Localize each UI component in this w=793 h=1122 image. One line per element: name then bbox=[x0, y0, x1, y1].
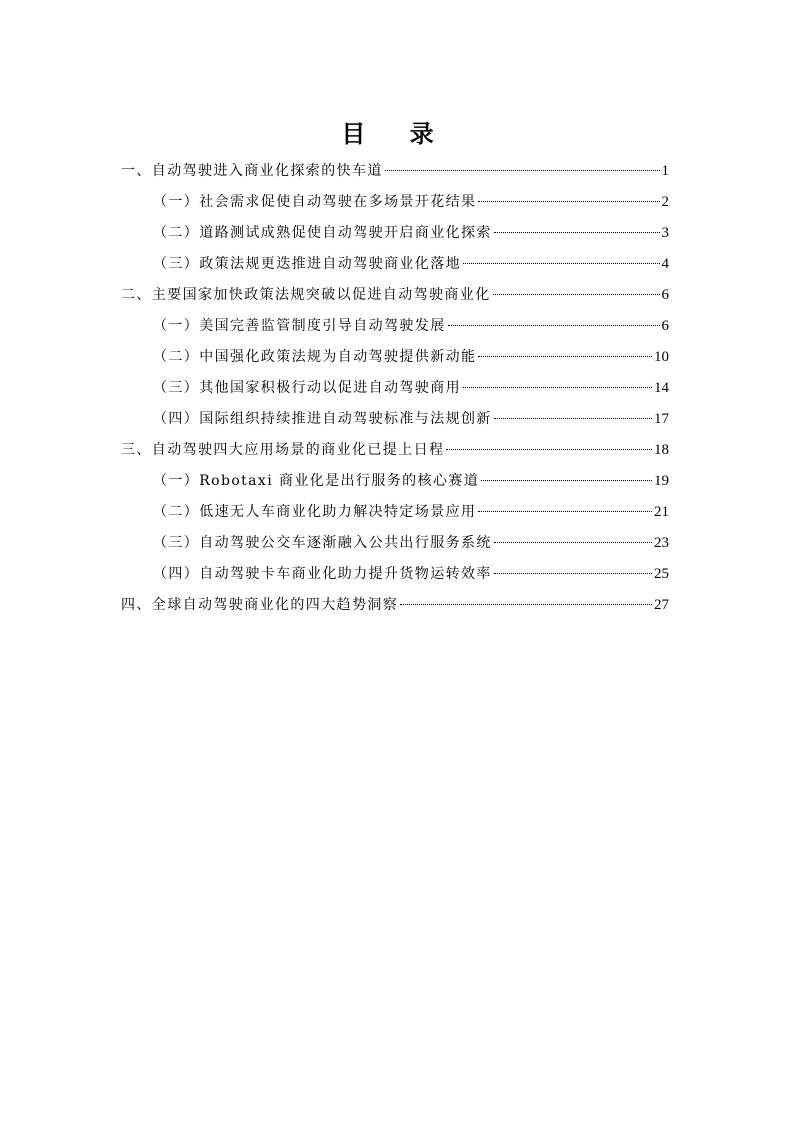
toc-dot-leader bbox=[494, 418, 652, 419]
toc-entry-page: 2 bbox=[661, 194, 669, 210]
toc-entry-label: （二）道路测试成熟促使自动驾驶开启商业化探索 bbox=[153, 225, 492, 241]
toc-entry-label: 三、自动驾驶四大应用场景的商业化已提上日程 bbox=[121, 442, 445, 458]
toc-entry-page: 23 bbox=[654, 535, 669, 551]
toc-dot-leader bbox=[494, 573, 652, 574]
toc-entry[interactable] bbox=[121, 159, 669, 183]
toc-entry[interactable] bbox=[153, 345, 669, 369]
toc-entry[interactable] bbox=[121, 438, 669, 462]
toc-dot-leader bbox=[481, 480, 652, 481]
toc-entry[interactable] bbox=[153, 469, 669, 493]
toc-entry-label: （一）Robotaxi 商业化是出行服务的核心赛道 bbox=[153, 473, 480, 489]
toc-entry-label: （四）国际组织持续推进自动驾驶标准与法规创新 bbox=[153, 411, 492, 427]
toc-entry-page: 6 bbox=[661, 318, 669, 334]
toc-entry-page: 4 bbox=[661, 256, 669, 272]
toc-dot-leader bbox=[478, 356, 652, 357]
toc-entry[interactable] bbox=[153, 500, 669, 524]
toc-entry[interactable] bbox=[153, 531, 669, 555]
toc-entry-page: 27 bbox=[654, 597, 669, 613]
toc-entry[interactable] bbox=[121, 283, 669, 307]
toc-dot-leader bbox=[478, 201, 659, 202]
toc-dot-leader bbox=[448, 325, 660, 326]
toc-entry[interactable] bbox=[153, 252, 669, 276]
toc-dot-leader bbox=[463, 387, 652, 388]
toc-dot-leader bbox=[478, 511, 652, 512]
toc-dot-leader bbox=[463, 263, 660, 264]
toc-entry[interactable] bbox=[153, 562, 669, 586]
toc-entry[interactable] bbox=[153, 314, 669, 338]
toc-entry[interactable] bbox=[153, 190, 669, 214]
toc-entry[interactable] bbox=[121, 593, 669, 617]
toc-dot-leader bbox=[493, 294, 660, 295]
toc-entry-page: 14 bbox=[654, 380, 669, 396]
toc-dot-leader bbox=[400, 604, 652, 605]
toc-entry-label: （三）其他国家积极行动以促进自动驾驶商用 bbox=[153, 380, 461, 396]
toc-entry-label: 二、主要国家加快政策法规突破以促进自动驾驶商业化 bbox=[121, 287, 491, 303]
toc-entry-page: 21 bbox=[654, 504, 669, 520]
toc-entry[interactable] bbox=[153, 221, 669, 245]
toc-entry-label: （三）自动驾驶公交车逐渐融入公共出行服务系统 bbox=[153, 535, 492, 551]
toc-entry-page: 17 bbox=[654, 411, 669, 427]
toc-entry-label: （四）自动驾驶卡车商业化助力提升货物运转效率 bbox=[153, 566, 492, 582]
toc-entry-label: 四、全球自动驾驶商业化的四大趋势洞察 bbox=[121, 597, 399, 613]
toc-title: 目 录 bbox=[341, 120, 452, 148]
toc-entry-label: （一）社会需求促使自动驾驶在多场景开花结果 bbox=[153, 194, 477, 210]
toc-entry-page: 6 bbox=[661, 287, 669, 303]
toc-entry-page: 19 bbox=[654, 473, 669, 489]
toc-entry-label: （二）低速无人车商业化助力解决特定场景应用 bbox=[153, 504, 477, 520]
toc-dot-leader bbox=[494, 542, 652, 543]
toc-entry-label: 一、自动驾驶进入商业化探索的快车道 bbox=[121, 163, 383, 179]
toc-entry-page: 18 bbox=[654, 442, 669, 458]
toc-entry-label: （二）中国强化政策法规为自动驾驶提供新动能 bbox=[153, 349, 477, 365]
toc-entry-page: 3 bbox=[661, 225, 669, 241]
toc-dot-leader bbox=[494, 232, 660, 233]
toc-entry[interactable] bbox=[153, 407, 669, 431]
toc-entry-page: 1 bbox=[661, 163, 669, 179]
toc-dot-leader bbox=[446, 449, 652, 450]
toc-entry-label: （一）美国完善监管制度引导自动驾驶发展 bbox=[153, 318, 446, 334]
toc-dot-leader bbox=[385, 170, 660, 171]
toc-entry-page: 25 bbox=[654, 566, 669, 582]
toc-entry-label: （三）政策法规更迭推进自动驾驶商业化落地 bbox=[153, 256, 461, 272]
toc-entry[interactable] bbox=[153, 376, 669, 400]
toc-entry-page: 10 bbox=[654, 349, 669, 365]
